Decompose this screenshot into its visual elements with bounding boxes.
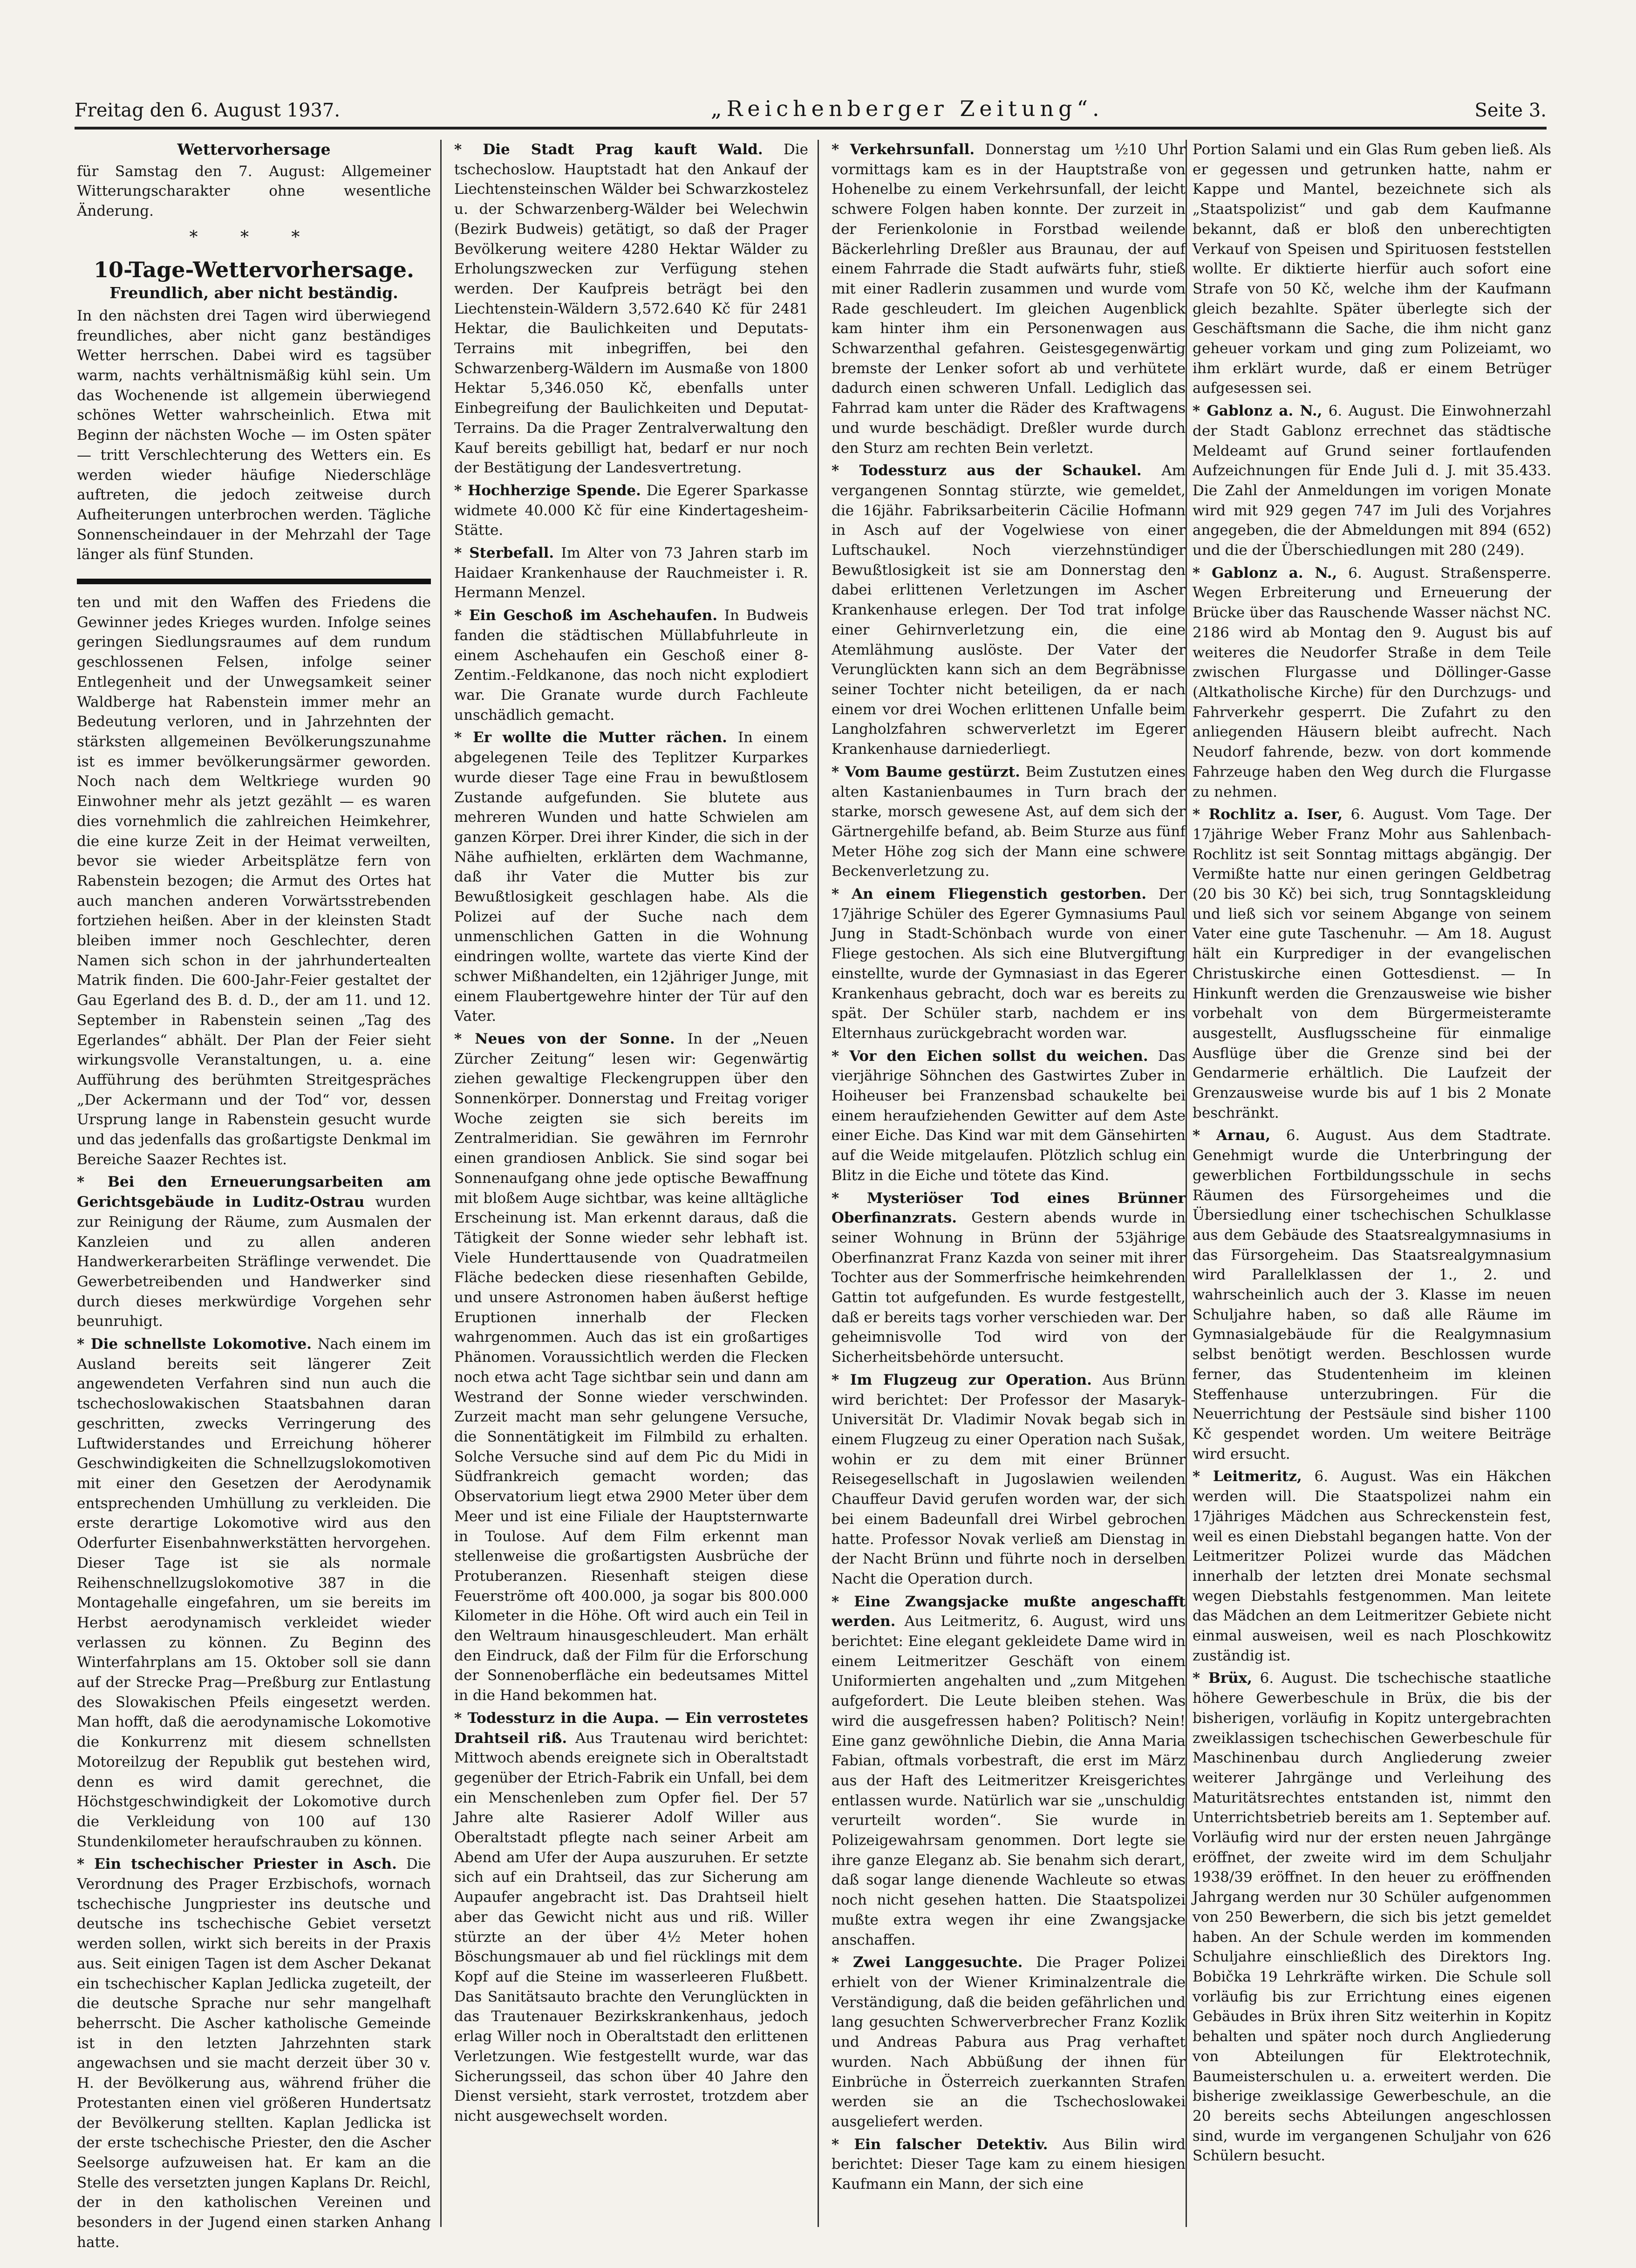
article-text: Portion Salami und ein Glas Rum geben ließ. Als er gegessen und getrunken hatte, nahm er Kappe und Mantel, bezeichnete sich als „Staatspolizist“ und gab dem Kaufmanne bekannt, daß er bloß den unberechtigten Verkauf von Speisen und Spirituosen feststellen wollte. Er diktierte hierfür auch sofort eine Strafe von 50 Kč, welche ihm der Kaufmann gleich bezahlte. Später überlegte sich der Geschäftsmann die Sache, die ihm nicht ganz geheuer vorkam und ging zum Polizeiamt, wo ihm erklärt wurde, daß er einem Betrüger aufgesessen sei. (1193, 141, 1551, 397)
article-heading: Eine Zwangsjacke mußte angeschafft werden. (832, 1593, 1186, 1630)
bullet-star: * (1193, 1127, 1216, 1144)
bullet-star: * (832, 1593, 854, 1610)
article (454, 481, 808, 540)
bullet-star: * (832, 1189, 867, 1207)
article-heading: Arnau, (1216, 1127, 1271, 1144)
bullet-star: * (454, 545, 470, 562)
section-stars: * * * (189, 227, 319, 247)
header-title: „Reichenberger Zeitung“. (710, 96, 1104, 121)
bullet-star: * (832, 1954, 853, 1971)
column-rule (818, 140, 819, 2227)
article (832, 884, 1186, 1044)
article (832, 1370, 1186, 1589)
bullet-star: * (1193, 1468, 1213, 1485)
article (832, 140, 1186, 458)
article-heading: Ein Geschoß im Aschehaufen. (469, 607, 717, 624)
weather-text: für Samstag den 7. August: Allgemeiner Witterungscharakter ohne wesentliche Änderung. (77, 163, 431, 220)
article (832, 2135, 1186, 2194)
article-heading: Hochherzige Spende. (467, 482, 641, 499)
ten-day-heading: 10-Tage-Wettervorhersage. (93, 257, 415, 282)
article-text: Aus Trautenau wird berichtet: Mittwoch abends ereignete sich in Oberaltstadt gegenüber der Etrich-Fabrik ein Unfall, bei dem ein Menschenleben zum Opfer fiel. Der 57 Jahre alte Rasierer Adolf Willer aus Oberaltstadt pflegte nach seiner Arbeit am Abend am Ufer der Aupa auszuruhen. Er setzte sich auf ein Drahtseil, das zur Sicherung am Aupaufer angebracht ist. Das Drahtseil hielt aber das Gewicht nicht aus und riß. Willer stürzte an der über 4½ Meter hohen Böschungsmauer ab und fiel rücklings mit dem Kopf auf die Steine im wasserleeren Flußbett. Das Sanitätsauto brachte den Verunglückten in das Trautenauer Bezirkskrankenhaus, jedoch erlag Willer noch in Oberaltstadt den erlittenen Verletzungen. Wie festgestellt wurde, war das Sicherungsseil, das schon über 40 Jahre den Dienst versieht, stark verrostet, trotzdem aber nicht ausgewechselt worden. (454, 1729, 808, 2125)
article-text: In der „Neuen Zürcher Zeitung“ lesen wir: Gegenwärtig ziehen gewaltige Fleckengruppen über den Sonnenkörper. Donnerstag und Freitag voriger Woche zeigten sie sich bereits im Zentralmeridian. Sie gewähren im Fernrohr einen grandiosen Anblick. Sie sind sogar bei Sonnenaufgang ohne jede optische Bewaffnung mit bloßem Auge sichtbar, was keine alltägliche Erscheinung ist. Man erkennt daraus, daß die Tätigkeit der Sonne wieder sehr lebhaft ist. Viele Hunderttausende von Quadratmeilen Fläche bedecken diese riesenhaften Gebilde, und unsere Astronomen haben äußerst heftige Eruptionen innerhalb der Flecken wahrgenommen. Auch das ist ein großartiges Phänomen. Voraussichtlich werden die Flecken noch etwa acht Tage sichtbar sein und dann am Westrand der Sonne wieder verschwinden. Zurzeit macht man sehr gelungene Versuche, die Sonnentätigkeit im Filmbild zu erhalten. Solche Versuche sind auf dem Pic du Midi in Südfrankreich gemacht worden; das Observatorium liegt etwa 2900 Meter über dem Meer und ist eine Filiale der Hauptsternwarte in Toulose. Auf dem Film erkennt man stellenweise die großartigsten Ausbrüche der Protuberanzen. Riesenhaft steigen diese Feuerströme oft 400.000, ja sogar bis 800.000 Kilometer in die Höhe. Oft wird auch ein Teil in den Weltraum hinausgeschleudert. Man erhält den Eindruck, daß der Film für die Erforschung der Sonnenoberfläche ein bedeutsames Mittel in die Hand bekommen hat. (454, 1030, 808, 1704)
article-text: Aus Leitmeritz, 6. August, wird uns berichtet: Eine elegant gekleidete Dame wird in einem Leitmeritzer Geschäft von einem Uniformierten angehalten und „zum Mitgehen aufgefordert. Die Leute bleiben stehen. Was wird die ausgefressen haben? Politisch? Nein! Eine ganz gewöhnliche Diebin, die Anna Maria Fabian, oftmals vorbestraft, die erst im März aus der Haft des Leitmeritzer Kreisgerichtes entlassen wurde. Natürlich war sie „unschuldig verurteilt worden“. Sie wurde in Polizeigewahrsam genommen. Dort legte sie ihre ganze Eleganz ab. Sie benahm sich derart, daß sogar lange dienende Wachleute so etwas noch nicht gesehen hatten. Die Staatspolizei mußte extra wegen ihr eine Zwangsjacke anschaffen. (832, 1613, 1186, 1948)
ten-day-text: In den nächsten drei Tagen wird überwiegend freundliches, aber nicht ganz beständiges Wetter herrschen. Dabei wird es tagsüber warm, nachts verhältnismäßig kühl sein. Um das Wochenende ist allgemein überwiegend schönes Wetter wahrscheinlich. Etwa mit Beginn der nächsten Woche — im Osten später — tritt Verschlechterung des Wetters ein. Es werden wieder häufige Niederschläge auftreten, die jedoch zeitweise durch Aufheiterungen unterbrochen werden. Tägliche Sonnenscheindauer in der Mehrzahl der Tage länger als fünf Stunden. (77, 307, 431, 563)
article (832, 1189, 1186, 1367)
article-heading: Gablonz a. N., (1207, 403, 1322, 420)
article-heading: Vom Baume gestürzt. (845, 763, 1020, 780)
bullet-star: * (832, 1371, 850, 1388)
section-divider (77, 579, 431, 584)
article-text: Der 17jährige Schüler des Egerer Gymnasiums Paul Jung in Stadt-Schönbach wurde von einer Fliege gestochen. Als sich eine Blutvergiftung einstellte, wurde der Gymnasiast in das Egerer Krankenhaus gebracht, doch war es bereits zu spät. Der Schüler starb, nachdem er ins Elternhaus zurückgebracht worden war. (832, 886, 1186, 1042)
article-heading: Neues von der Sonne. (475, 1030, 675, 1047)
bullet-star: * (77, 1174, 108, 1191)
article (1193, 805, 1551, 1123)
bullet-star: * (454, 607, 469, 624)
article-text: 6. August. Die tschechische staatliche höhere Gewerbeschule in Brüx, die bis der bisherigen, vorläufig in Kopitz untergebrachten zweiklassigen tschechischen Gewerbeschule für Maschinenbau durch Angliederung zweier weiterer Jahrgänge und Verleihung des Maturitätsrechtes entstanden ist, nimmt den Unterrichtsbetrieb bereits am 1. September auf. Vorläufig wird nur der ersten neuen Jahrgänge eröffnet, der zweite wird im dem Schuljahr 1938/39 eröffnet. In den heuer zu eröffnenden Jahrgang werden nur 30 Schüler aufgenommen von 250 Bewerbern, die sich bis jetzt gemeldet haben. An der Schule werden im kommenden Schuljahre einschließlich des Direktors Ing. Bobička 19 Lehrkräfte wirken. Die Schule soll vorläufig bis zur Errichtung eines eigenen Gebäudes in Brüx ihren Sitz weiterhin in Kopitz behalten und später noch durch Angliederung von Abteilungen für Elektrotechnik, Baumeisterschulen u. a. erweitert werden. Die bisherige zweiklassige Gewerbeschule, an die 20 bereits sechs Abteilungen angeschlossen sind, wurde im vergangenen Schuljahr von 626 Schülern besucht. (1193, 1670, 1551, 2165)
article-heading: Todessturz in die Aupa. — Ein verrostetes Drahtseil riß. (454, 1709, 808, 1747)
article-heading: Gablonz a. N., (1212, 564, 1337, 581)
article (832, 1953, 1186, 2131)
article-text: Beim Zustutzen eines alten Kastanienbaumes in Turn brach der starke, morsch gewesene Ast, auf dem sich der Gärtnergehilfe befand, ab. Beim Sturze aus fünf Meter Höhe zog sich der Mann eine schwere Beckenverletzung zu. (832, 763, 1186, 880)
article-text: Gestern abends wurde in seiner Wohnung in Brünn der 53jährige Oberfinanzrat Franz Kazda von seiner mit ihrer Tochter aus der Sommerfrische heimkehrenden Gattin tot aufgefunden. Es wurde festgestellt, daß er bereits tags vorher verschieden war. Der geheimnisvolle Tod wird von der Sicherheitsbehörde untersucht. (832, 1209, 1186, 1366)
article-text: Die Egerer Sparkasse widmete 40.000 Kč für eine Kindertagesheim-Stätte. (454, 482, 809, 539)
bullet-star: * (832, 1047, 850, 1065)
column-rule (440, 140, 442, 2227)
article-heading: Ein falscher Detektiv. (854, 2136, 1048, 2153)
article-text: In einem abgelegenen Teile des Teplitzer Kurparkes wurde dieser Tage eine Frau in bewußtlosem Zustande aufgefunden. Sie blutete aus mehreren Wunden und hatte Schwielen am ganzen Körper. Drei ihrer Kinder, die sich in der Nähe aufhielten, erklärten dem Wachmanne, daß ihr Vater die Mutter bis zur Bewußtlosigkeit geschlagen habe. Als die Polizei auf der Suche nach dem unmenschlichen Gatten in die Wohnung eindringen wollte, wartete das vierte Kind der schwer Mißhandelten, ein 12jähriger Junge, mit einem Flaubertgewehre hinter der Tür auf den Vater. (454, 729, 808, 1025)
bullet-star: * (454, 1030, 475, 1047)
bullet-star: * (454, 1709, 468, 1727)
article-heading: Bei den Erneuerungsarbeiten am Gerichtsgebäude in Luditz-Ostrau (77, 1174, 431, 1211)
article-heading: Rochlitz a. Iser, (1208, 806, 1343, 823)
column-1 (77, 140, 431, 2251)
article-text: Die Prager Polizei erhielt von der Wiener Kriminalzentrale die Verständigung, daß die beiden gefährlichen und lang gesuchten Schwerverbrecher Franz Kozlik und Andreas Pabura aus Prag verhaftet wurden. Nach Abbüßung der ihnen für Einbrüche in Österreich zuerkannten Strafen werden sie an die Tschechoslowakei ausgeliefert werden. (832, 1954, 1186, 2130)
article (1193, 401, 1551, 560)
article-heading: Mysteriöser Tod eines Brünner Oberfinanzrats. (832, 1189, 1186, 1227)
bullet-star: * (77, 1336, 91, 1353)
article-text: wurden zur Reinigung der Räume, zum Ausmalen der Kanzleien und zu allen anderen Handwerkerarbeiten Sträflinge verwendet. Die Gewerbetreibenden und Handwerker sind durch dieses merkwürdige Vorgehen sehr beunruhigt. (77, 1194, 431, 1330)
bullet-star: * (832, 141, 850, 158)
bullet-star: * (77, 1856, 95, 1873)
header-date: Freitag den 6. August 1937. (75, 100, 341, 121)
article-text: 6. August. Was ein Häkchen werden will. Die Staatspolizei nahm ein 17jähriges Mädchen aus Schreckenstein fest, weil es einen Diebstahl begangen hatte. Von der Leitmeritzer Polizei wurde das Mädchen innerhalb der letzten drei Monate sechsmal wegen Diebstahls festgenommen. Man leitete das Mädchen an dem Leitmeritzer Gebiete nicht einmal ausweisen, weil es nach Ploschkowitz zuständig ist. (1193, 1468, 1551, 1664)
article (1193, 1668, 1551, 2166)
article (832, 1592, 1186, 1950)
column-2 (454, 140, 808, 2227)
article-heading: Sterbefall. (469, 545, 554, 562)
article (77, 1854, 431, 2252)
article-text: Die Verordnung des Prager Erzbischofs, wornach tschechische Jungpriester ins deutsche und deutsche ins tschechische Gebiet versetzt werden sollen, wirkt sich bereits in der Praxis aus. Seit einigen Tagen ist dem Ascher Dekanat ein tschechischer Kaplan Jedlicka zugeteilt, der die deutsche Sprache nur sehr mangelhaft beherrscht. Die Ascher katholische Gemeinde ist in den letzten Jahrzehnten stark angewachsen und sie macht derzeit über 30 v. H. der Bevölkerung aus, während früher die Protestanten einen viel größeren Hundertsatz der Bevölkerung stellten. Kaplan Jedlicka ist der erste tschechische Priester, den die Ascher Seelsorge aufzuweisen hat. Er kam an die Stelle des versetzten jungen Kaplans Dr. Reichl, der in den katholischen Vereinen und besonders in der Jugend einen starken Anhang hatte. (77, 1856, 431, 2251)
article (832, 461, 1186, 759)
article-text: ten und mit den Waffen des Friedens die Gewinner jedes Krieges wurden. Infolge seines geringen Siedlungsraumes auf dem rundum geschlossenen Felsen, infolge seiner Entlegenheit und der Unwegsamkeit seiner Waldberge hat Rabenstein immer mehr an Bedeutung verloren, und in Jahrzehnten der stärksten allgemeinen Bevölkerungszunahme ist es immer bevölkerungsärmer geworden. Noch nach dem Weltkriege wurden 90 Einwohner mehr als jetzt gezählt — es waren dies vornehmlich die zahlreichen Heimkehrer, die eine kurze Zeit in der Heimat verweilten, bevor sie wieder Arbeitsplätze fern von Rabenstein bezogen; die Armut des Ortes hat auch manchen anderen Vorwärtsstrebenden fortziehen heißen. Aber in der kleinsten Stadt bleiben immer noch Geschlechter, deren Namen sich schon in der jahrhundertealten Matrik finden. Die 600-Jahr-Feier gestaltet der Gau Egerland des B. d. D., der am 11. und 12. September in Rabenstein seinen „Tag des Egerlandes“ abhält. Der Plan der Feier sieht wirkungsvolle Veranstaltungen, u. a. eine Aufführung des berühmten Streitgespräches „Der Ackermann und der Tod“ vor, dessen Ursprung lange in Rabenstein gesucht wurde und das jedenfalls das großartigste Denkmal im Bereiche Saazer Rechtes ist. (77, 594, 431, 1168)
article-text: Im Alter von 73 Jahren starb im Haidaer Krankenhause der Rauchmeister i. R. Hermann Menzel. (454, 545, 808, 601)
article-heading: Vor den Eichen sollst du weichen. (849, 1047, 1148, 1065)
header-page-number: Seite 3. (1474, 100, 1547, 121)
article-heading: Er wollte die Mutter rächen. (473, 729, 727, 746)
article-text: Donnerstag um ½10 Uhr vormittags kam es in der Hauptstraße von Hohenelbe zu einem Verkehrsunfall, der leicht schwere Folgen haben konnte. Der zurzeit in der Ferienkolonie in Forstbad weilende Bäckerlehrling Dreßler aus Braunau, der auf einem Fahrrade die Stadt aufwärts fuhr, stieß mit einer Radlerin zusammen und wurde vom Rade geschleudert. Im gleichen Augenblick kam hinter ihm ein Personenwagen aus Schwarzenthal gefahren. Geistesgegenwärtig bremste der Lenker sofort ab und verhütete dadurch einen schweren Unfall. Lediglich das Fahrrad kam unter die Räder des Kraftwagens und wurde beschädigt. Dreßler wurde durch den Sturz am rechten Bein verletzt. (832, 141, 1186, 457)
article-heading: Verkehrsunfall. (850, 141, 975, 158)
bullet-star: * (454, 729, 473, 746)
article (454, 140, 808, 478)
article-heading: Im Flugzeug zur Operation. (850, 1371, 1092, 1388)
article (1193, 1467, 1551, 1666)
article-text: Das vierjährige Söhnchen des Gastwirtes Zuber in Hoiheuser bei Franzensbad schaukelte bei einem heraufziehenden Gewitter auf dem Aste einer Eiche. Das Kind war mit dem Gänsehirten auf die Weide mitgelaufen. Plötzlich schlug ein Blitz in die Eiche und tötete das Kind. (832, 1047, 1186, 1184)
bullet-star: * (832, 2136, 854, 2153)
article (454, 728, 808, 1026)
article-heading: Ein tschechischer Priester in Asch. (94, 1856, 397, 1873)
article-text: Die tschechoslow. Hauptstadt hat den Ankauf der Liechtensteinschen Wälder bei Schwarzkostelez u. der Schwarzenberg-Wälder bei Welechwin (Bezirk Budweis) getätigt, so daß der Prager Bevölkerung weitere 4280 Hektar Wälder zu Erholungszwecken zur Verfügung stehen werden. Der Kaufpreis beträgt bei den Liechtenstein-Wäldern 3,572.640 Kč für 2481 Hektar, die Baulichkeiten und Deputats-Terrains mit inbegriffen, bei den Schwarzenberg-Wäldern im Ausmaße von 1800 Hektar 5,346.050 Kč, ebenfalls unter Einbegreifung der Baulichkeiten und Deputat-Terrains. Da die Prager Zentralverwaltung den Kauf bereits gebilligt hat, bedarf er nur noch der Bestätigung der Landesvertretung. (454, 141, 808, 477)
article-text: 6. August. Vom Tage. Der 17jährige Weber Franz Mohr aus Sahlenbach-Rochlitz ist seit Sonntag mittags abgängig. Der Vermißte hatte nur einen geringen Geldbetrag (20 bis 30 Kč) bei sich, trug Sonntagskleidung und ließ sich vor seinem Abgange von seinem Vater eine gute Taschenuhr. — Am 18. August hält ein Kurprediger in der evangelischen Christuskirche einen Gottesdienst. — In Hinkunft werden die Grenzausweise wie bisher vorbehalt von dem Bürgermeisteramte ausgestellt, Ausflugsscheine für einmalige Ausflüge über die Grenze sind bei der Gendarmerie erhältlich. Die Laufzeit der Grenzausweise wurde bis auf 1 bis 2 Monate beschränkt. (1193, 806, 1552, 1121)
bullet-star: * (1193, 806, 1209, 823)
article-heading: An einem Fliegenstich gestorben. (852, 886, 1147, 903)
article-heading: Todessturz aus der Schaukel. (859, 462, 1142, 479)
page-header (75, 89, 1547, 130)
article-heading: Brüx, (1208, 1670, 1253, 1687)
article-text: 6. August. Aus dem Stadtrate. Genehmigt wurde die Unterbringung der gewerblichen Fortbildungsschule in sechs Räumen des Fürsorgeheimes und die Übersiedlung einer tschechischen Schulklasse aus dem Gebäude des Staatsrealgymnasiums in das Fürsorgeheim. Das Staatsrealgymnasium wird Parallelklassen der 1., 2. und wahrscheinlich auch der 3. Klasse im neuen Schuljahre haben, so daß alle Räume im Gymnasialgebäude für die Realgymnasium selbst benötigt werden. Beschlossen wurde ferner, das Studentenheim im kleinen Steffenhause unterzubringen. Für die Neuerrichtung der Pestsäule sind bisher 1100 Kč gespendet worden. Um weitere Beiträge wird ersucht. (1193, 1127, 1551, 1462)
article-text: 6. August. Die Einwohnerzahl der Stadt Gablonz errechnet das städtische Meldeamt auf Grund seiner fortlaufenden Aufzeichnungen für Ende Juli d. J. mit 35.433. Die Zahl der Anmeldungen im vorigen Monate wird mit 929 gegen 747 im Juli des Vorjahres angegeben, die der Abmeldungen mit 894 (652) und die der Überschiedlungen mit 280 (249). (1193, 403, 1551, 559)
article-text: Nach einem im Ausland bereits seit längerer Zeit angewendeten Verfahren sind nun auch die tschechoslowakischen Staatsbahnen daran geschritten, zwecks Verringerung des Luftwiderstandes und Erreichung höherer Geschwindigkeiten die Schnellzugslokomotiven mit einer den Gesetzen der Aerodynamik entsprechenden Umhüllung zu verkleiden. Die erste derartige Lokomotive wird aus den Oderfurter Eisenbahnwerkstätten hervorgehen. Dieser Tage ist sie als normale Reihenschnellzugslokomotive 387 in die Montagehalle eingefahren, um sie bereits im Herbst aerodynamisch verkleidet wieder verlassen zu können. Zu Beginn des Winterfahrplans am 15. Oktober soll sie dann auf der Strecke Prag—Preßburg zur Entlastung des Slowakischen Pfeils eingesetzt werden. Man hofft, daß die aerodynamische Lokomotive die Konkurrenz mit diesem schnellsten Motoreilzug der Republik gut bestehen wird, denn es wird damit gerechnet, die Höchstgeschwindigkeit der Lokomotive durch die Verkleidung von 100 auf 130 Stundenkilometer heraufschrauben zu können. (77, 1336, 431, 1850)
article (832, 762, 1186, 881)
column-4 (1193, 140, 1551, 2227)
column-rule (1186, 140, 1187, 2227)
bullet-star: * (832, 886, 852, 903)
column-3 (832, 140, 1186, 2227)
article (454, 1708, 808, 2126)
weather-heading: Wettervorhersage (177, 140, 331, 158)
bullet-star: * (1193, 403, 1207, 420)
article (77, 1172, 431, 1332)
article-heading: Leitmeritz, (1213, 1468, 1302, 1485)
article (454, 1029, 808, 1706)
bullet-star: * (832, 763, 845, 780)
article (1193, 1126, 1551, 1464)
bullet-star: * (1193, 564, 1212, 581)
bullet-star: * (454, 141, 483, 158)
article-text: 6. August. Straßensperre. Wegen Erbreiterung und Erneuerung der Brücke über das Rauschende Wasser nächst NC. 2186 wird ab Montag den 9. August bis auf weiteres die Neudorfer Straße in dem Teile zwischen Flurgasse und Döllinger-Gasse (Altkatholische Kirche) für den Durchzugs- und Fahrverkehr gesperrt. Die Zufahrt zu den anliegenden Häusern bleibt aufrecht. Nach Neudorf fahrende, bezw. von dort kommende Fahrzeuge haben den Weg durch die Flurgasse zu nehmen. (1193, 564, 1552, 800)
ten-day-subheading: Freundlich, aber nicht beständig. (109, 284, 398, 302)
article-text: Am vergangenen Sonntag stürzte, wie gemeldet, die 16jähr. Fabriksarbeiterin Cäcilie Hofmann in Asch auf der Vogelwiese von einer Luftschaukel. Noch vierzehnstündiger Bewußtlosigkeit ist sie am Donnerstag den dabei erlittenen Verletzungen im Ascher Krankenhause erlegen. Der Tod trat infolge einer Gehirnverletzung ein, die eine Atemlähmung auslöste. Der Vater der Verunglückten kann sich an dem Begräbnisse seiner Tochter nicht beteiligen, da er nach einem vor drei Wochen erlittenen Unfalle beim Langholzfahren schwerverletzt im Egerer Krankenhause darniederliegt. (832, 462, 1186, 758)
article (454, 606, 808, 725)
article-text: Aus Brünn wird berichtet: Der Professor der Masaryk-Universität Dr. Vladimir Novak begab sich in einem Flugzeug zu einer Operation nach Sušak, wohin er zu dem mit einer Brünner Reisegesellschaft in Jugoslawien weilenden Chauffeur David gerufen worden war, der sich bei einem Badeunfall drei Wirbel gebrochen hatte. Professor Novak verließ am Dienstag in der Nacht Brünn und führte noch in derselben Nacht die Operation durch. (832, 1371, 1186, 1587)
article-heading: Die Stadt Prag kauft Wald. (483, 141, 763, 158)
article-heading: Die schnellste Lokomotive. (90, 1336, 312, 1353)
article (1193, 563, 1551, 802)
bullet-star: * (832, 462, 859, 479)
bullet-star: * (454, 482, 468, 499)
article-text: In Budweis fanden die städtischen Müllabfuhrleute in einem Aschehaufen ein Geschoß einer 8-Zentim.-Feldkanone, das noch nicht explodiert war. Die Granate wurde durch Fachleute unschädlich gemacht. (454, 607, 808, 724)
article (832, 1046, 1186, 1186)
article-text: Aus Bilin wird berichtet: Dieser Tage kam zu einem hiesigen Kaufmann ein Mann, der sich eine (832, 2136, 1186, 2193)
article (77, 1334, 431, 1851)
article (454, 543, 808, 603)
bullet-star: * (1193, 1670, 1208, 1687)
article-heading: Zwei Langgesuchte. (853, 1954, 1023, 1971)
